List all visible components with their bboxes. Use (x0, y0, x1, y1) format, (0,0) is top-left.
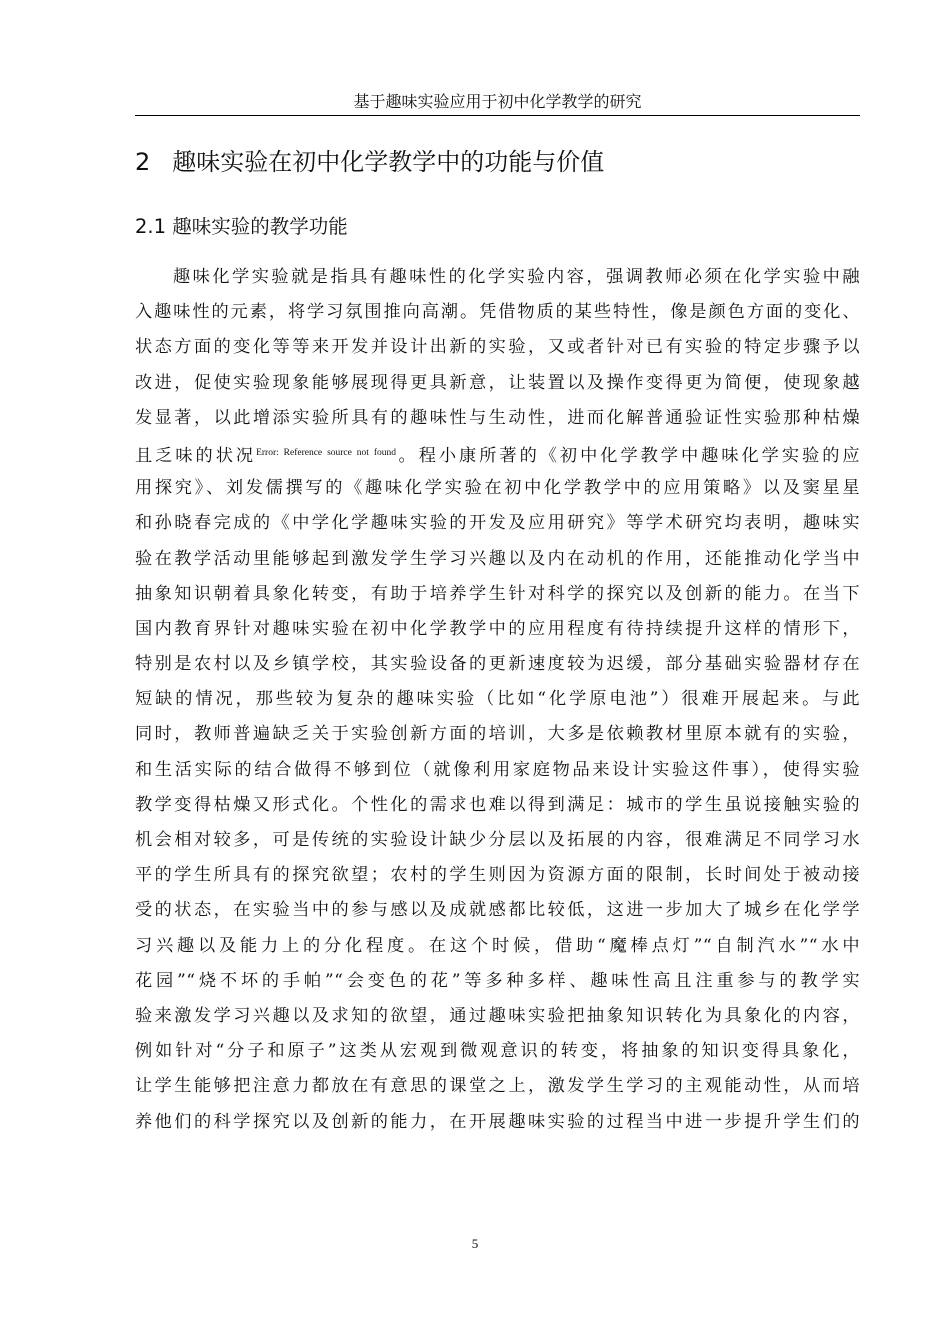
body-paragraph (135, 260, 860, 1140)
paragraph-line: 同时，教师普遍缺乏关于实验创新方面的培训，大多是依赖教材里原本就有的实验， (135, 724, 860, 745)
paragraph-line: 机会相对较多，可是传统的实验设计缺少分层以及拓展的内容，很难满足不同学习水 (135, 830, 860, 850)
paragraph-line: 受的状态，在实验当中的参与感以及成就感都比较低，这进一步加大了城乡在化学学 (135, 900, 860, 921)
line-text: 且乏味的状况 (135, 445, 257, 466)
paragraph-line: 趣味化学实验就是指具有趣味性的化学实验内容，强调教师必须在化学实验中融 (173, 267, 860, 287)
chapter-heading (135, 145, 604, 179)
paragraph-line: 平的学生所具有的探究欲望；农村的学生则因为资源方面的限制，长时间处于被动接 (135, 865, 860, 886)
paragraph-line: 验在教学活动里能够起到激发学生学习兴趣以及内在动机的作用，还能推动化学当中 (135, 548, 860, 569)
paragraph-line: 习兴趣以及能力上的分化程度。在这个时候，借助“魔棒点灯”“自制汽水”“水中 (135, 935, 860, 956)
chapter-title: 趣味实验在初中化学教学中的功能与价值 (172, 148, 605, 176)
paragraph-line: 短缺的情况，那些较为复杂的趣味实验（比如“化学原电池”）很难开展起来。与此 (135, 689, 860, 710)
paragraph-line: 花园”“烧不坏的手帕”“会变色的花”等多种多样、趣味性高且注重参与的教学实 (135, 970, 860, 991)
line-text: 。程小康所著的《初中化学教学中趣味化学实验的应 (396, 445, 861, 466)
paragraph-line: 养他们的科学探究以及创新的能力，在开展趣味实验的过程当中进一步提升学生们的 (135, 1111, 860, 1132)
paragraph-line: 改进，促使实验现象能够展现得更具新意，让装置以及操作变得更为简便，使现象越 (135, 372, 860, 393)
paragraph-line: 例如针对“分子和原子”这类从宏观到微观意识的转变，将抽象的知识变得具象化， (135, 1041, 860, 1062)
paragraph-line: 验来激发学习兴趣以及求知的欲望，通过趣味实验把抽象知识转化为具象化的内容， (135, 1005, 860, 1026)
paragraph-line: 入趣味性的元素，将学习氛围推向高潮。凭借物质的某些特性，像是颜色方面的变化、 (135, 302, 860, 323)
paragraph-line: 国内教育界针对趣味实验在初中化学教学中的应用程度有待持续提升这样的情形下， (135, 618, 860, 639)
paragraph-line (135, 436, 860, 471)
paragraph-line: 用探究》、刘发儒撰写的《趣味化学实验在初中化学教学中的应用策略》以及窦星星 (135, 478, 860, 499)
paragraph-line: 和孙晓春完成的《中学化学趣味实验的开发及应用研究》等学术研究均表明，趣味实 (135, 513, 860, 534)
running-header: 基于趣味实验应用于初中化学教学的研究 (353, 92, 642, 111)
paragraph-line: 特别是农村以及乡镇学校，其实验设备的更新速度较为迟缓，部分基础实验器材存在 (135, 654, 860, 675)
page-number: 5 (471, 1236, 479, 1251)
reference-error-note: Error: Reference source not found (256, 447, 396, 458)
chapter-number: 2 (135, 148, 151, 176)
paragraph-line: 教学变得枯燥又形式化。个性化的需求也难以得到满足：城市的学生虽说接触实验的 (135, 794, 860, 815)
section-heading: 2.1 趣味实验的教学功能 (135, 215, 348, 238)
paragraph-line: 让学生能够把注意力都放在有意思的课堂之上，激发学生学习的主观能动性，从而培 (135, 1076, 860, 1097)
header-rule (135, 115, 860, 116)
paragraph-line: 发显著，以此增添实验所具有的趣味性与生动性，进而化解普通验证性实验那种枯燥 (135, 407, 860, 428)
paragraph-line: 状态方面的变化等等来开发并设计出新的实验，又或者针对已有实验的特定步骤予以 (135, 337, 860, 358)
paragraph-line: 抽象知识朝着具象化转变，有助于培养学生针对科学的探究以及创新的能力。在当下 (135, 583, 860, 604)
paragraph-line: 和生活实际的结合做得不够到位（就像利用家庭物品来设计实验这件事），使得实验 (135, 759, 860, 780)
